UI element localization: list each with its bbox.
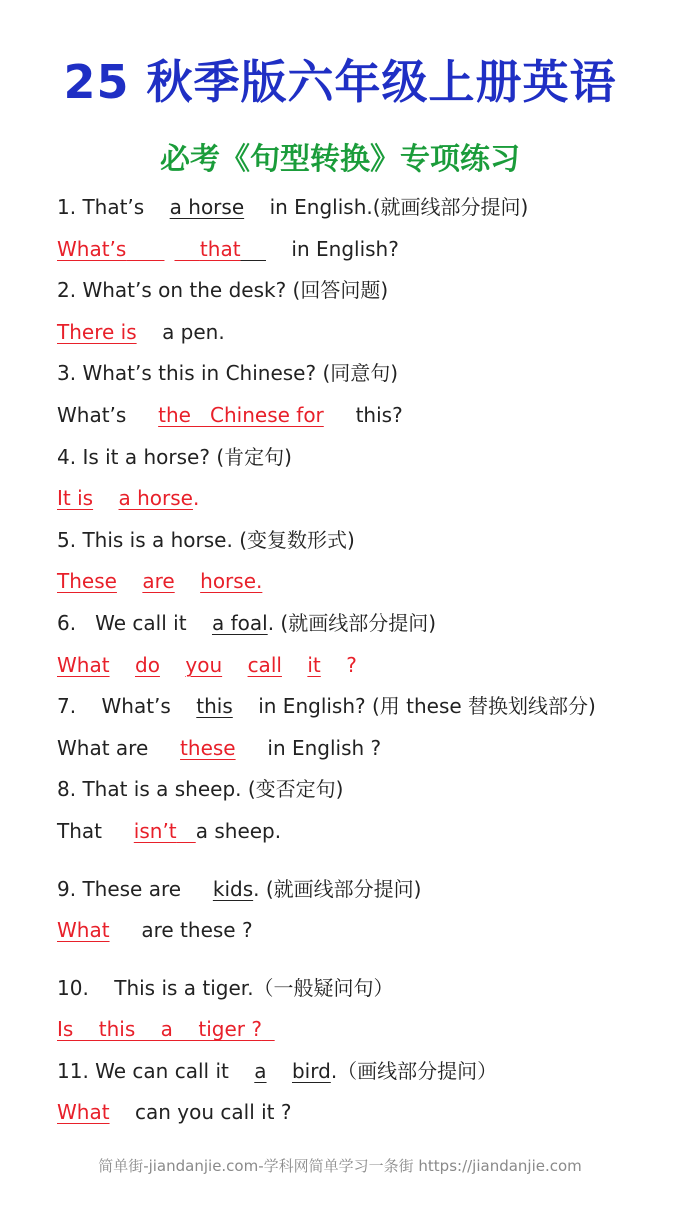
question-7: 7. What’s this in English? (用 these 替换划线部分) [57,694,596,719]
answer-3: What’s the Chinese for this? [57,402,403,427]
answer-1: What’s that in English? [57,236,399,261]
question-10: 10. This is a tiger.（一般疑问句） [57,975,394,1000]
question-5: 5. This is a horse. (变复数形式) [57,527,355,552]
question-9: 9. These are kids. (就画线部分提问) [57,876,422,901]
answer-7: What are these in English ? [57,735,382,760]
question-4: 4. Is it a horse? (肯定句) [57,444,292,469]
answer-10: Is this a tiger ? [57,1017,262,1042]
question-11: 11. We can call it a bird.（画线部分提问） [57,1058,498,1083]
question-1: 1. That’s a horse in English.(就画线部分提问) [57,195,529,219]
answer-9: What are these ? [57,918,253,943]
answer-5: These are horse. [57,569,263,594]
question-6: 6. We call it a foal. (就画线部分提问) [57,610,437,635]
exercise-list [57,187,637,1134]
question-8: 8. That is a sheep. (变否定句) [57,777,344,802]
answer-4: It is a horse. [57,486,200,511]
underlined-phrase: a foal [211,610,268,635]
page-subtitle: 必考《句型转换》专项练习 [160,142,520,177]
underlined-word: this [196,694,233,719]
underlined-word: a [254,1058,267,1083]
page-title: 25 秋季版六年级上册英语 [63,55,617,109]
answer-6: What do you call it ? [57,652,357,677]
question-3: 3. What’s this in Chinese? (同意句) [57,361,399,386]
underlined-word: bird [291,1058,331,1083]
underlined-phrase: a horse [169,195,245,219]
answer-2: There is a pen. [57,319,225,344]
answer-11: What can you call it ? [57,1100,292,1125]
answer-8: That isn’t a sheep. [57,818,282,843]
underlined-word: kids [212,876,254,901]
watermark-footer: 简单街-jiandanjie.com-学科网简单学习一条街 https://jiandanjie.com [98,1157,582,1175]
question-2: 2. What’s on the desk? (回答问题) [57,278,389,303]
